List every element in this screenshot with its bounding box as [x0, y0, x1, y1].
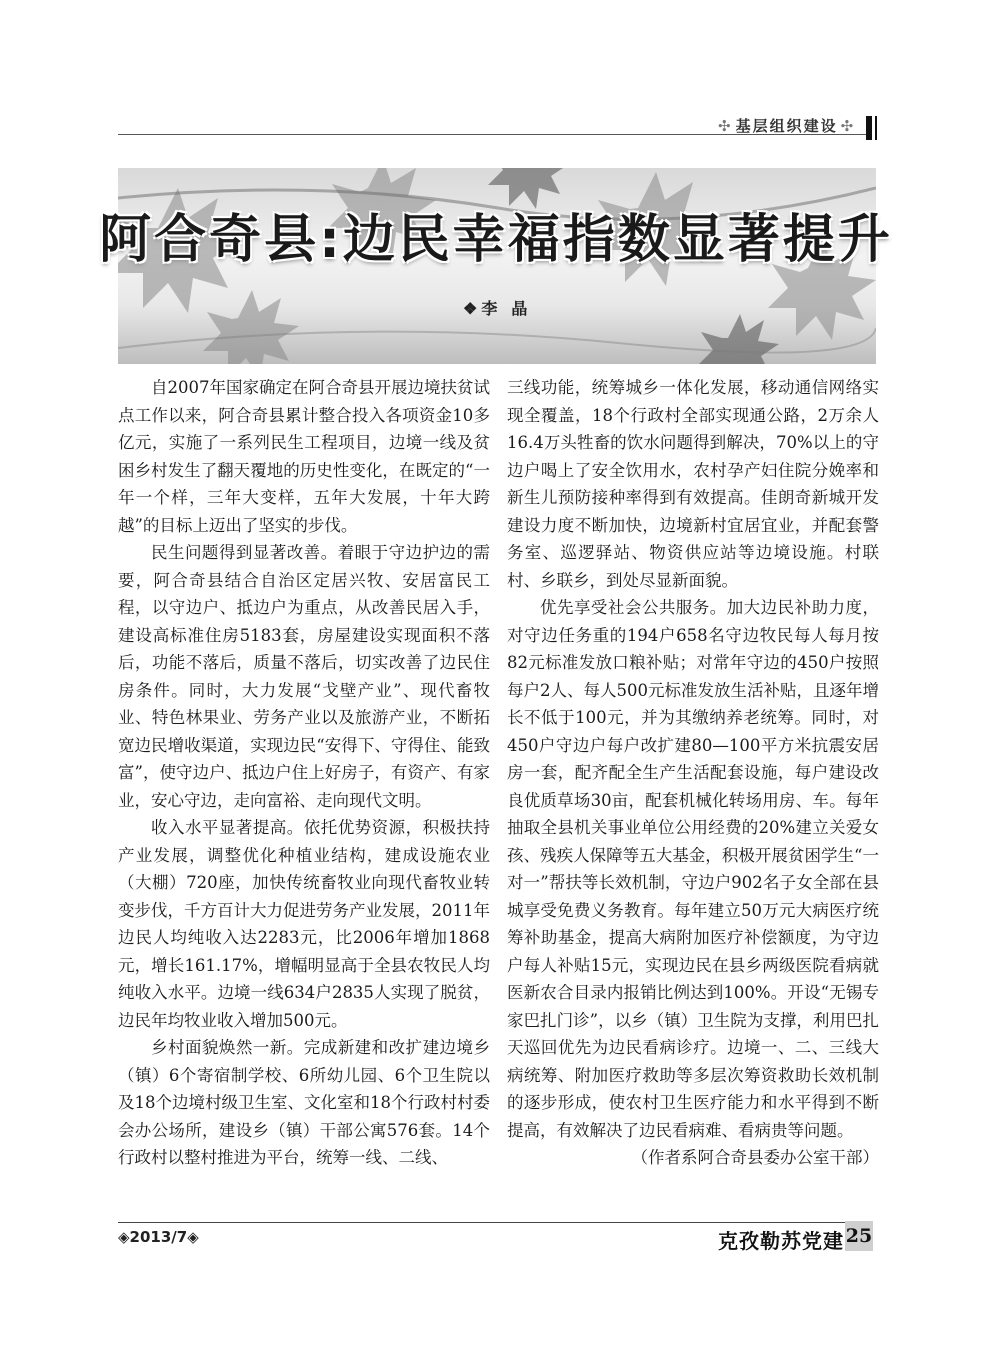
paragraph-village-continued: 三线功能，统筹城乡一体化发展，移动通信网络实现全覆盖，18个行政村全部实现通公路，2万余人16.4万头牲畜的饮水问题得到解决，70%以上的守边户喝上了安全饮用水，农村孕产妇住院分娩率和新生儿预防接种率得到有效提高。佳朗奇新城开发建设力度不断加快，边境新村宜居宜业，并配套警务室、巡逻驿站、物资供应站等边境设施。村联村、乡联乡，到处尽显新面貌。 — [507, 378, 879, 590]
paragraph-intro: 自2007年国家确定在阿合奇县开展边境扶贫试点工作以来，阿合奇县累计整合投入各项资金10多亿元，实施了一系列民生工程项目，边境一线及贫困乡村发生了翻天覆地的历史性变化，在既定的“一年一个样，三年大变样，五年大发展，十年大跨越”的目标上迈出了坚实的步伐。 — [118, 378, 490, 535]
public-services-text: 优先享受社会公共服务。加大边民补助力度，对守边任务重的194户658名守边牧民每人每月按82元标准发放口粮补贴；对常年守边的450户按照每户2人、每人500元标准发放生活补贴，且逐年增长不低于100元，并为其缴纳养老统筹。同时，对450户守边户每户改扩建80—100平方米抗震安居房一套，配齐配全生产生活配套设施，每户建设改良优质草场30亩，配套机械化转场用房、车。每年抽取全县机关事业单位公用经费的20%建立关爱女孩、残疾人保障等五大基金，积极开展贫困学生“一对一”帮扶等长效机制，守边户902名子女全部在县城享受免费义务教育。每年建立50万元大病医疗统筹补助基金，提高大病附加医疗补偿额度，为守边户每人补贴15元，实现边民在县乡两级医院看病就医新农合目录内报销比例达到100%。开设“无锡专家巴扎门诊”，以乡（镇）卫生院为支撑，利用巴扎天巡回优先为边民看病诊疗。边境一、二、三线大病统筹、附加医疗救助等多层次筹资救助长效机制的逐步形成，使农村卫生医疗能力和水平得到不断提高，有效解决了边民看病难、看病贵等问题。 — [507, 598, 879, 1140]
left-column — [118, 374, 490, 1172]
author-signature: （作者系阿合奇县委办公室干部） — [631, 1148, 879, 1167]
paragraph-village: 乡村面貌焕然一新。完成新建和改扩建边境乡（镇）6个寄宿制学校、6所幼儿园、6个卫生院以及18个边境村级卫生室、文化室和18个行政村村委会办公场所，建设乡（镇）干部公寓576套。14个行政村以整村推进为平台，统筹一线、二线、 — [118, 1038, 490, 1167]
header-bar-thin — [875, 116, 877, 140]
section-label — [715, 115, 858, 136]
ornament-left-icon: ✣ — [718, 117, 733, 135]
header-bar — [866, 116, 872, 140]
paragraph-income: 收入水平显著提高。依托优势资源，积极扶持产业发展，调整优化种植业结构，建成设施农业（大棚）720座，加快传统畜牧业向现代畜牧业转变步伐，千方百计大力促进劳务产业发展，2011年边民人均纯收入达2283元，比2006年增加1868元，增长161.17%，增幅明显高于全县农牧民人均纯收入水平。边境一线634户2835人实现了脱贫，边民年均牧业收入增加500元。 — [118, 818, 490, 1030]
author-name: 李晶 — [481, 299, 542, 318]
right-column — [507, 374, 879, 1172]
section-label-text: 基层组织建设 — [735, 117, 838, 135]
magazine-name: 克孜勒苏党建 — [718, 1229, 844, 1253]
article-title: 阿合奇县:边民幸福指数显著提升 — [99, 210, 893, 270]
paragraph-public-services — [507, 594, 879, 1167]
diamond-bullet-icon: ❖ — [463, 299, 478, 318]
ornament-right-icon: ✣ — [840, 117, 856, 135]
page-number: 25 — [845, 1221, 873, 1251]
issue-date: ◈2013/7◈ — [118, 1228, 199, 1246]
paragraph-livelihood: 民生问题得到显著改善。着眼于守边护边的需要，阿合奇县结合自治区定居兴牧、安居富民工程，以守边户、抵边户为重点，从改善民居入手，建设高标准住房5183套，房屋建设实现面积不落后，功能不落后，质量不落后，切实改善了边民住房条件。同时，大力发展“戈壁产业”、现代畜牧业、特色林果业、劳务产业以及旅游产业，不断拓宽边民增收渠道，实现边民“安得下、守得住、能致富”，使守边户、抵边户住上好房子，有资产、有家业，安心守边，走向富裕、走向现代文明。 — [118, 543, 490, 810]
footer-rule — [118, 1222, 856, 1223]
author-byline — [463, 296, 541, 319]
